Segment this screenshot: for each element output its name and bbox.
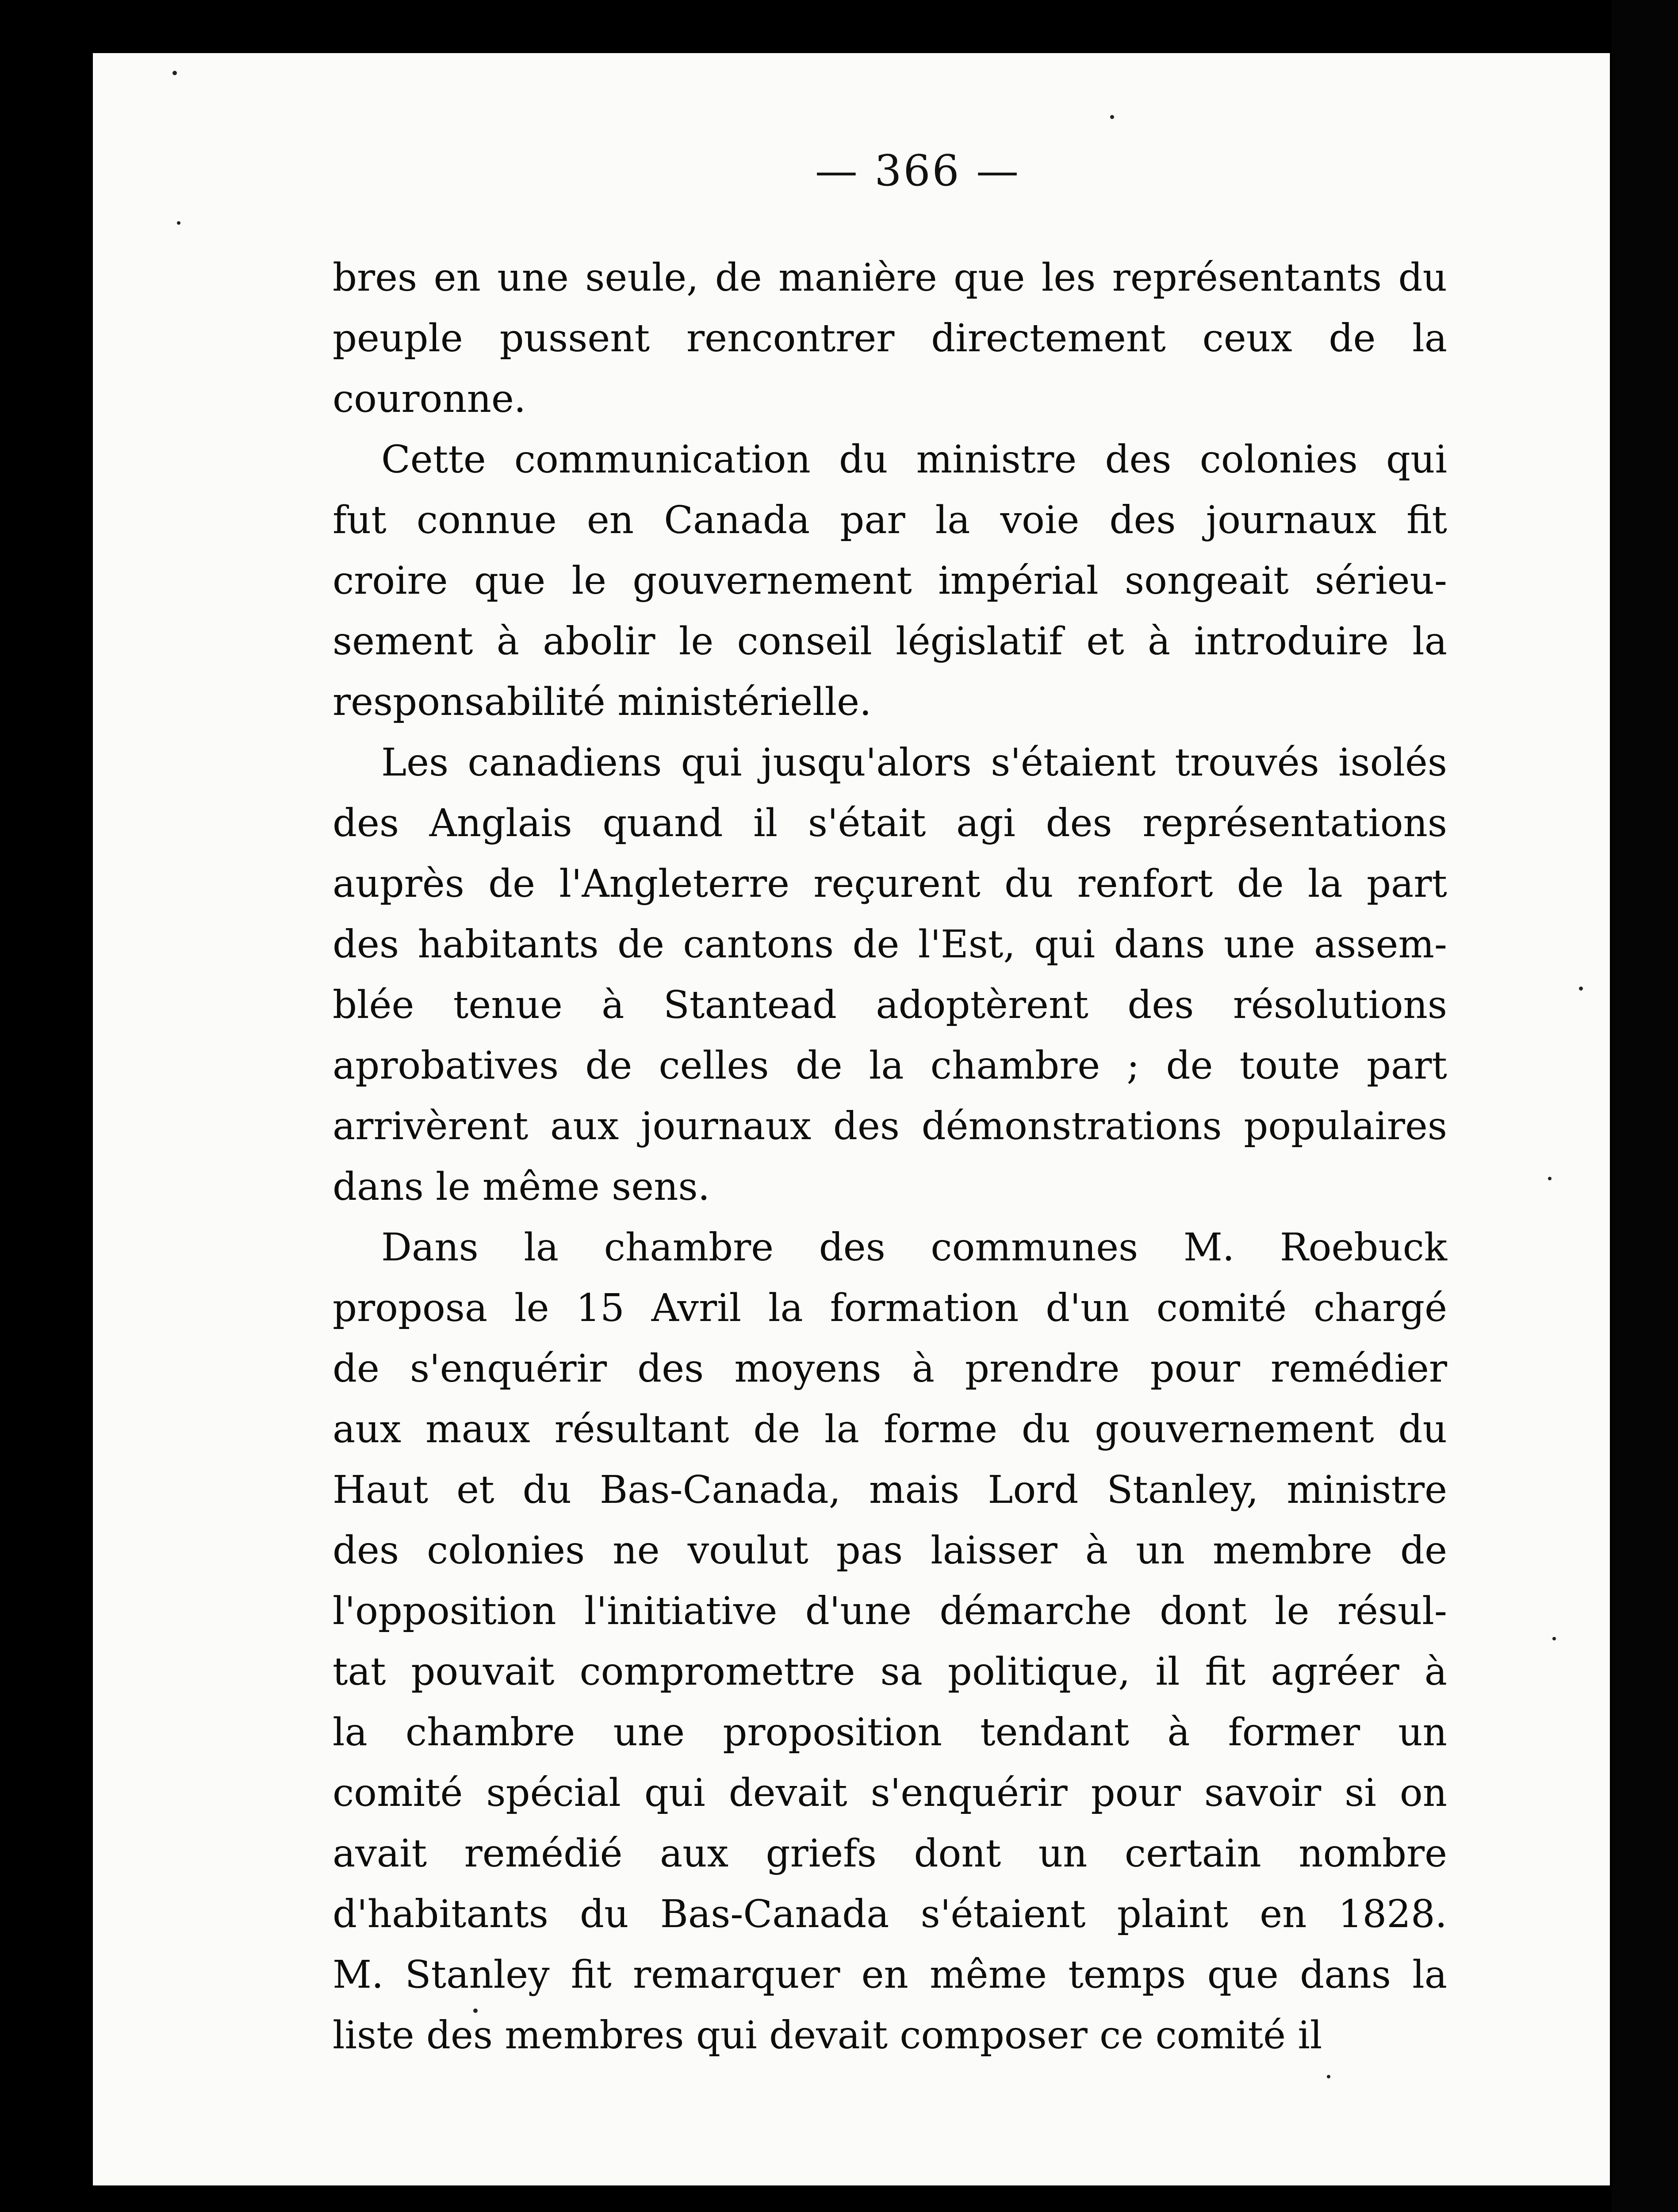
text-line: sement à abolir le conseil législatif et à introduire la	[333, 619, 1447, 664]
text-line: arrivèrent aux journaux des démonstrations populaires	[333, 1104, 1447, 1148]
text-line: tat pouvait compromettre sa politique, il fit agréer à	[333, 1650, 1447, 1694]
text-line: comité spécial qui devait s'enquérir pour savoir si on	[333, 1771, 1447, 1815]
text-line: auprès de l'Angleterre reçurent du renfort de la part	[333, 862, 1447, 906]
text-line: aux maux résultant de la forme du gouvernement du	[333, 1407, 1447, 1452]
text-line: Haut et du Bas-Canada, mais Lord Stanley, ministre	[333, 1468, 1447, 1512]
text-line: l'opposition l'initiative d'une démarche dont le résul-	[333, 1589, 1447, 1633]
text-line: la chambre une proposition tendant à former un	[333, 1710, 1447, 1755]
text-line: couronne.	[333, 377, 526, 421]
page-number: — 366 —	[815, 146, 1021, 196]
text-line: des habitants de cantons de l'Est, qui dans une assem-	[333, 922, 1447, 967]
text-line: croire que le gouvernement impérial songeait sérieu-	[333, 559, 1447, 603]
text-line: Les canadiens qui jusqu'alors s'étaient trouvés isolés	[381, 741, 1447, 785]
ink-speck	[1552, 1637, 1556, 1640]
text-line: blée tenue à Stantead adoptèrent des résolutions	[333, 983, 1447, 1027]
ink-speck	[1110, 115, 1114, 119]
ink-speck	[1579, 987, 1583, 991]
ink-speck	[177, 221, 180, 225]
text-line: d'habitants du Bas-Canada s'étaient plaint en 1828.	[333, 1892, 1447, 1936]
text-line: M. Stanley fit remarquer en même temps que dans la	[333, 1953, 1447, 1997]
ink-speck	[1548, 1177, 1552, 1180]
text-line: des colonies ne voulut pas laisser à un membre de	[333, 1528, 1447, 1573]
scan-border-right	[1612, 0, 1678, 2212]
text-line: Dans la chambre des communes M. Roebuck	[381, 1225, 1447, 1270]
text-line: bres en une seule, de manière que les représentants du	[333, 256, 1447, 300]
text-line: peuple pussent rencontrer directement ceux de la	[333, 316, 1447, 361]
text-line: Cette communication du ministre des colonies qui	[381, 438, 1447, 482]
text-line: dans le même sens.	[333, 1165, 710, 1209]
ink-speck	[1327, 2075, 1330, 2078]
text-line: fut connue en Canada par la voie des journaux fit	[333, 498, 1447, 542]
text-line: proposa le 15 Avril la formation d'un comité chargé	[333, 1286, 1447, 1330]
text-line: de s'enquérir des moyens à prendre pour remédier	[333, 1347, 1447, 1391]
text-line: aprobatives de celles de la chambre ; de toute part	[333, 1044, 1447, 1088]
text-line: liste des membres qui devait composer ce comité il	[333, 2013, 1322, 2058]
text-line: responsabilité ministérielle.	[333, 680, 872, 724]
body-text	[333, 248, 1447, 2066]
ink-speck	[172, 71, 177, 75]
text-line: avait remédié aux griefs dont un certain nombre	[333, 1832, 1447, 1876]
text-line: des Anglais quand il s'était agi des représentations	[333, 801, 1447, 845]
